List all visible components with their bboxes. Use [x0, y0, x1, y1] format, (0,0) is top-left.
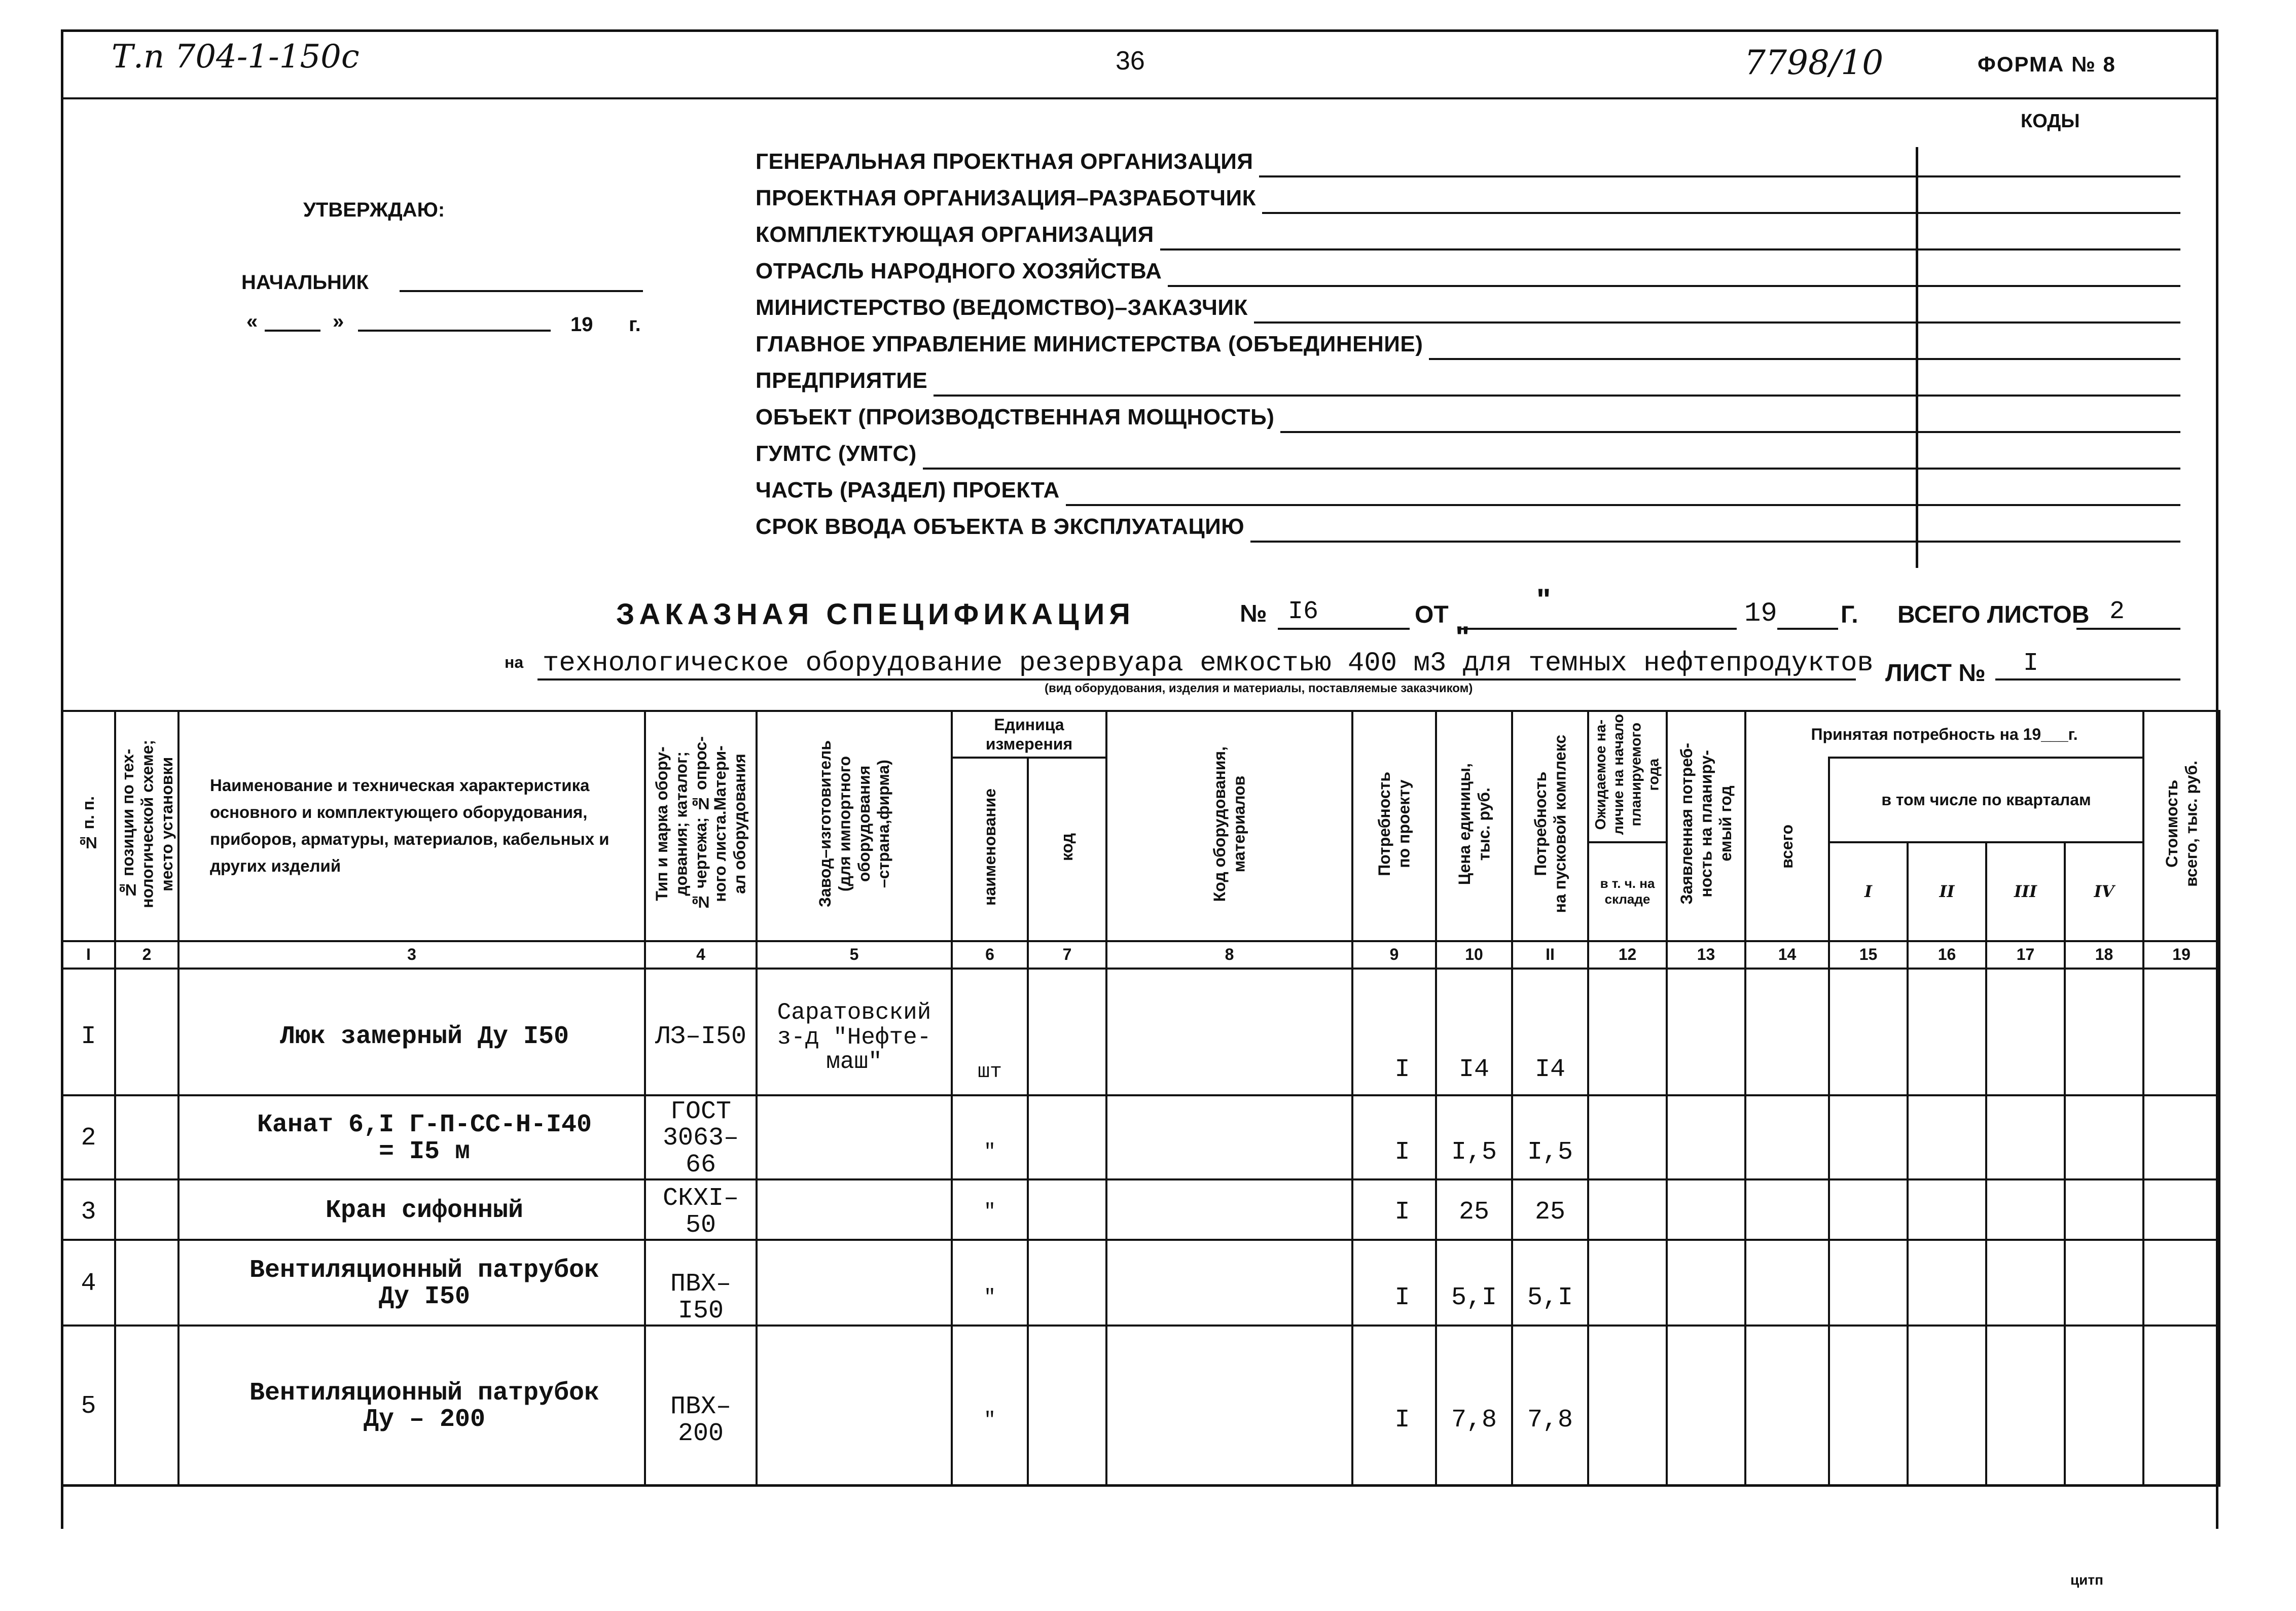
cell-item-name: Вентиляционный патрубок Ду – 200 — [178, 1326, 645, 1485]
table-row — [62, 1326, 2219, 1485]
col-num: 10 — [1436, 941, 1512, 969]
org-value[interactable] — [1168, 267, 2180, 287]
approval-year-suffix: г. — [629, 313, 641, 336]
approval-day-line[interactable] — [265, 330, 320, 332]
cell-manufacturer — [757, 1326, 952, 1485]
org-row-main-department[interactable] — [756, 324, 2180, 360]
col-num: 13 — [1667, 941, 1745, 969]
th-position: № позиции по тех- нологической схеме; место установки — [115, 711, 178, 941]
total-sheets-label: ВСЕГО ЛИСТОВ — [1897, 601, 2090, 628]
org-label: ПРОЕКТНАЯ ОРГАНИЗАЦИЯ–РАЗРАБОТЧИК — [756, 186, 1257, 210]
date-quote-open: « — [246, 310, 258, 333]
page-number: 36 — [1116, 46, 1145, 76]
org-label: ГУМТС (УМТС) — [756, 441, 917, 466]
org-label: ЧАСТЬ (РАЗДЕЛ) ПРОЕКТА — [756, 478, 1060, 503]
cell-project-need: I — [1352, 1095, 1436, 1180]
approval-month-line[interactable] — [358, 330, 551, 332]
codes-label: КОДЫ — [2021, 111, 2080, 132]
cell-type: ПВХ–200 — [645, 1326, 757, 1485]
spec-from-label: ОТ — [1415, 601, 1449, 628]
spec-date-quote-2: " — [1455, 620, 1470, 654]
org-value[interactable] — [1254, 303, 2180, 324]
col-num: 12 — [1588, 941, 1667, 969]
col-num: 16 — [1908, 941, 1986, 969]
org-row-enterprise[interactable] — [756, 360, 2180, 397]
cell-row-number: 3 — [62, 1179, 115, 1240]
cell-unit-price: 5,I — [1436, 1240, 1512, 1326]
header-divider — [61, 97, 2218, 99]
total-sheets-value: 2 — [2109, 597, 2125, 626]
org-label: КОМПЛЕКТУЮЩАЯ ОРГАНИЗАЦИЯ — [756, 222, 1154, 247]
org-row-industry[interactable] — [756, 250, 2180, 287]
cell-unit: " — [952, 1240, 1028, 1326]
cell-launch-need: I4 — [1512, 969, 1588, 1095]
form-number: ФОРМА № 8 — [1978, 52, 2116, 76]
org-value[interactable] — [1280, 413, 2180, 433]
col-num: 14 — [1745, 941, 1829, 969]
cell-item-name: Канат 6,I Г-П-СС-Н-I40 = I5 м — [178, 1095, 645, 1180]
cell-row-number: 5 — [62, 1326, 115, 1485]
th-type-mark: Тип и марка обору- дования; каталог; № чертежа; № опрос- ного листа.Матери- ал оборудования — [645, 711, 757, 941]
cell-manufacturer — [757, 1240, 952, 1326]
approval-year-prefix: 19 — [570, 313, 593, 336]
col-num: 2 — [115, 941, 178, 969]
table-row — [62, 1095, 2219, 1180]
org-label: ПРЕДПРИЯТИЕ — [756, 368, 928, 393]
org-value[interactable] — [1259, 157, 2180, 177]
spec-title: ЗАКАЗНАЯ СПЕЦИФИКАЦИЯ — [616, 598, 1135, 631]
cell-row-number: 2 — [62, 1095, 115, 1180]
org-value[interactable] — [934, 376, 2180, 397]
th-unit-price: Цена единицы, тыс. руб. — [1436, 711, 1512, 941]
cell-unit: шт — [952, 969, 1028, 1095]
org-row-general-design[interactable] — [756, 141, 2180, 177]
table-row — [62, 1240, 2219, 1326]
cell-project-need: I — [1352, 1240, 1436, 1326]
col-num: 9 — [1352, 941, 1436, 969]
org-row-commissioning-date[interactable] — [756, 506, 2180, 543]
cell-project-need: I — [1352, 1179, 1436, 1240]
cell-manufacturer: Саратовский з-д "Нефте- маш" — [757, 969, 952, 1095]
cell-type: ЛЗ–I50 — [645, 969, 757, 1095]
col-num: 19 — [2143, 941, 2219, 969]
cell-type: ПВХ–I50 — [645, 1240, 757, 1326]
org-label: ГЛАВНОЕ УПРАВЛЕНИЕ МИНИСТЕРСТВА (ОБЪЕДИНЕНИЕ) — [756, 332, 1423, 356]
org-row-project-part[interactable] — [756, 470, 2180, 506]
col-num: I — [62, 941, 115, 969]
cell-launch-need: 25 — [1512, 1179, 1588, 1240]
org-label: ОТРАСЛЬ НАРОДНОГО ХОЗЯЙСТВА — [756, 259, 1162, 283]
cell-launch-need: I,5 — [1512, 1095, 1588, 1180]
col-num: 3 — [178, 941, 645, 969]
th-quarter-2: II — [1908, 842, 1986, 941]
table-row — [62, 969, 2219, 1095]
th-quarter-4: IV — [2065, 842, 2143, 941]
th-declared-need: Заявленная потреб- ность на планиру- емый год — [1667, 711, 1745, 941]
org-row-ministry[interactable] — [756, 287, 2180, 324]
cell-project-need: I — [1352, 1326, 1436, 1485]
th-item-name: Наименование и техническая характеристика основного и комплектующего оборудования, приборов, арматуры, материалов, кабельных и других изделий — [178, 711, 645, 941]
th-quarters-group: в том числе по кварталам — [1829, 758, 2143, 842]
cell-type: СКХI–50 — [645, 1179, 757, 1240]
cell-unit-price: 25 — [1436, 1179, 1512, 1240]
cell-unit: " — [952, 1095, 1028, 1180]
cell-item-name: Кран сифонный — [178, 1179, 645, 1240]
spec-subject-note: (вид оборудования, изделия и материалы, поставляемые заказчиком) — [1045, 682, 1473, 695]
org-row-developer[interactable] — [756, 177, 2180, 214]
cell-unit-price: 7,8 — [1436, 1326, 1512, 1485]
org-value[interactable] — [1429, 340, 2180, 360]
spec-subject: технологическое оборудование резервуара емкостью 400 м3 для темных нефтепродуктов — [543, 648, 1874, 679]
cell-launch-need: 5,I — [1512, 1240, 1588, 1326]
col-num: 15 — [1829, 941, 1908, 969]
spec-on-label: на — [505, 653, 524, 671]
handwritten-project-code: Т.п 704-1-150с — [112, 38, 360, 76]
org-row-object[interactable] — [756, 397, 2180, 433]
org-label: СРОК ВВОДА ОБЪЕКТА В ЭКСПЛУАТАЦИЮ — [756, 514, 1245, 539]
col-num: 7 — [1028, 941, 1106, 969]
cell-unit-price: I4 — [1436, 969, 1512, 1095]
org-label: ГЕНЕРАЛЬНАЯ ПРОЕКТНАЯ ОРГАНИЗАЦИЯ — [756, 149, 1253, 174]
spec-number: I6 — [1288, 597, 1319, 626]
col-num: 8 — [1106, 941, 1352, 969]
approve-label: УТВЕРЖДАЮ: — [303, 199, 445, 221]
th-quarter-3: III — [1986, 842, 2065, 941]
cell-launch-need: 7,8 — [1512, 1326, 1588, 1485]
th-expected-stock: Ожидаемое на- личие на начало планируемого года — [1588, 711, 1667, 842]
cell-unit: " — [952, 1326, 1028, 1485]
cell-row-number: 4 — [62, 1240, 115, 1326]
org-row-completing[interactable] — [756, 214, 2180, 250]
sheet-value: I — [2023, 649, 2039, 678]
th-project-need: Потребность по проекту — [1352, 711, 1436, 941]
cell-row-number: I — [62, 969, 115, 1095]
spec-year-prefix: 19 — [1744, 598, 1777, 629]
cell-item-name: Вентиляционный патрубок Ду I50 — [178, 1240, 645, 1326]
th-accepted-group: Принятая потребность на 19___г. — [1745, 711, 2143, 758]
cell-manufacturer — [757, 1095, 952, 1180]
col-num: 4 — [645, 941, 757, 969]
th-accepted-total: всего — [1745, 758, 1829, 941]
col-num: 17 — [1986, 941, 2065, 969]
cell-unit: " — [952, 1179, 1028, 1240]
th-row-number: № п. п. — [62, 711, 115, 941]
spec-date-quote: " — [1536, 583, 1551, 617]
col-num: 5 — [757, 941, 952, 969]
th-launch-need: Потребность на пусковой комплекс — [1512, 711, 1588, 941]
col-num: II — [1512, 941, 1588, 969]
org-value[interactable] — [1262, 194, 2180, 214]
specification-table — [61, 710, 2220, 1487]
org-value[interactable] — [1160, 230, 2180, 250]
org-label: МИНИСТЕРСТВО (ВЕДОМСТВО)–ЗАКАЗЧИК — [756, 295, 1248, 320]
chief-label: НАЧАЛЬНИК — [241, 271, 369, 294]
org-value[interactable] — [923, 449, 2180, 470]
handwritten-inventory-number: 7798/10 — [1744, 43, 1884, 82]
th-unit-code: код — [1028, 758, 1106, 941]
column-number-row — [62, 941, 2219, 969]
org-row-gumts[interactable] — [756, 433, 2180, 470]
cell-project-need: I — [1352, 969, 1436, 1095]
th-equipment-code: Код оборудования, материалов — [1106, 711, 1352, 941]
date-quote-close: » — [333, 310, 344, 333]
th-total-cost: Стоимость всего, тыс. руб. — [2143, 711, 2219, 941]
org-label: ОБЪЕКТ (ПРОИЗВОДСТВЕННАЯ МОЩНОСТЬ) — [756, 405, 1275, 429]
spec-year-suffix: Г. — [1841, 601, 1858, 628]
spec-date-line[interactable] — [1460, 628, 1737, 630]
header-row-1 — [62, 711, 2219, 758]
th-in-warehouse: в т. ч. на складе — [1588, 842, 1667, 941]
spec-number-label: № — [1240, 600, 1267, 627]
chief-signature-line[interactable] — [400, 290, 643, 292]
org-value[interactable] — [1250, 522, 2180, 543]
sheet-label: ЛИСТ № — [1885, 660, 1986, 687]
cell-item-name: Люк замерный Ду I50 — [178, 969, 645, 1095]
th-manufacturer: Завод–изготовитель (для импортного оборудования –страна,фирма) — [757, 711, 952, 941]
th-quarter-1: I — [1829, 842, 1908, 941]
col-num: 18 — [2065, 941, 2143, 969]
th-unit-name: наименование — [952, 758, 1028, 941]
th-unit-group: Единица измерения — [952, 711, 1106, 758]
cell-unit-price: I,5 — [1436, 1095, 1512, 1180]
cell-manufacturer — [757, 1179, 952, 1240]
printer-stamp: цитп — [2070, 1572, 2103, 1588]
col-num: 6 — [952, 941, 1028, 969]
table-row — [62, 1179, 2219, 1240]
cell-type: ГОСТ 3063–66 — [645, 1095, 757, 1180]
org-value[interactable] — [1066, 486, 2180, 506]
